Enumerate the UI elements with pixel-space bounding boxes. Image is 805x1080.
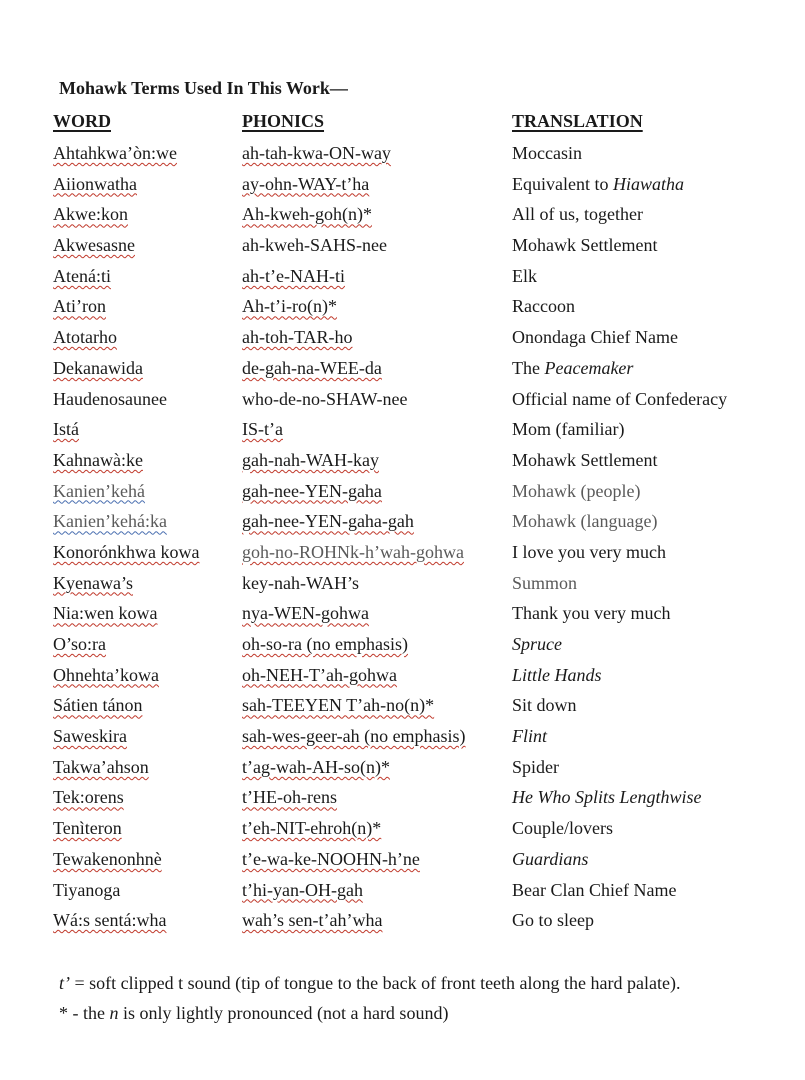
translation-text: Spider [512,756,559,777]
header-phonics: PHONICS [242,111,325,131]
table-row [53,263,793,294]
translation-italic-text: Spruce [512,634,562,654]
term-phonics: de-gah-na-WEE-da [242,357,382,378]
translation-text: Moccasin [512,143,582,163]
translation-text: Sit down [512,695,577,716]
term-phonics: oh-so-ra (no emphasis) [242,634,408,654]
translation-text: Elk [512,265,537,286]
term-phonics: goh-no-ROHNk-h’wah-gohwa [242,541,464,562]
term-phonics: sah-wes-geer-ah (no emphasis) [242,726,466,747]
terms-table [53,108,793,938]
term-word: Tiyanoga [53,879,121,900]
table-row [53,846,793,877]
translation-text: The [512,357,545,378]
term-translation [512,784,702,810]
table-row [53,324,793,355]
term-translation [512,355,633,381]
translation-text: Mohawk (people) [512,480,641,501]
table-row [53,416,793,447]
term-phonics: nya-WEN-gohwa [242,603,369,624]
term-translation [512,386,727,412]
term-translation [512,416,624,442]
note-term-t: t’ [59,973,70,993]
term-translation [512,447,657,473]
term-phonics: t’ag-wah-AH-so(n)* [242,756,390,777]
term-word: Konorónkhwa kowa [53,541,200,562]
table-row [53,877,793,908]
note-soft-t [59,968,680,998]
term-phonics: Ah-kweh-goh(n)* [242,204,372,225]
term-word: Aiionwatha [53,173,137,194]
table-row [53,723,793,754]
term-translation [512,662,602,688]
table-row [53,784,793,815]
header-translation: TRANSLATION [512,111,643,131]
term-translation [512,171,684,197]
term-word: Ati’ron [53,296,106,317]
term-phonics: wah’s sen-t’ah’wha [242,910,383,931]
term-word: Atená:ti [53,265,111,286]
note-text-t: = soft clipped t sound (tip of tongue to the back of front teeth along the hard palate). [70,973,681,993]
translation-italic-text: Little Hands [512,664,602,685]
term-phonics: t’HE-oh-rens [242,787,337,808]
term-word: Istá [53,419,79,440]
term-word: Kyenawa’s [53,572,133,593]
term-word: O’so:ra [53,634,106,654]
translation-text: Couple/lovers [512,818,613,839]
table-row [53,293,793,324]
term-translation [512,324,678,350]
term-word: Dekanawida [53,357,143,378]
term-translation [512,846,588,872]
term-translation [512,232,657,258]
term-phonics: gah-nah-WAH-kay [242,449,379,470]
term-word: Tewakenonhnè [53,848,162,869]
table-row [53,201,793,232]
translation-italic-text: He Who Splits Lengthwise [512,787,702,808]
term-translation [512,201,643,227]
term-word: Ahtahkwa’òn:we [53,143,177,163]
term-phonics: key-nah-WAH’s [242,572,359,593]
note-term-n: n [109,1003,119,1023]
translation-text: All of us, together [512,204,643,225]
term-phonics: Ah-t’i-ro(n)* [242,296,337,317]
translation-text: Bear Clan Chief Name [512,879,677,900]
header-word: WORD [53,111,111,131]
translation-italic-text: Flint [512,726,547,747]
term-translation [512,293,575,319]
term-translation [512,907,594,933]
translation-text: Mohawk Settlement [512,449,658,470]
term-phonics: t’hi-yan-OH-gah [242,879,363,900]
table-row [53,907,793,938]
term-phonics: ah-toh-TAR-ho [242,327,353,348]
translation-text: Onondaga Chief Name [512,327,678,348]
term-word: Akwesasne [53,235,135,256]
term-translation [512,723,547,749]
table-row [53,570,793,601]
translation-text: Mohawk (language) [512,511,658,532]
table-row [53,355,793,386]
table-row [53,447,793,478]
term-word: Nia:wen kowa [53,603,158,624]
term-phonics: gah-nee-YEN-gaha-gah [242,511,414,532]
translation-text: Official name of Confederacy [512,388,728,409]
table-row [53,692,793,723]
term-word: Kanien’kehá [53,480,145,501]
term-translation [512,754,559,780]
term-word: Ohnehta’kowa [53,664,159,685]
table-row [53,386,793,417]
term-phonics: sah-TEEYEN T’ah-no(n)* [242,695,435,716]
term-phonics: who-de-no-SHAW-nee [242,388,408,409]
term-translation [512,508,657,534]
table-row [53,754,793,785]
term-translation [512,600,670,626]
term-phonics: IS-t’a [242,419,283,440]
table-row [53,631,793,662]
translation-italic-text: Guardians [512,848,589,869]
term-translation [512,877,676,903]
translation-italic-text: Peacemaker [544,357,634,378]
term-phonics: oh-NEH-T’ah-gohwa [242,664,397,685]
translation-text: Go to sleep [512,910,594,931]
translation-text: Mohawk Settlement [512,235,658,256]
term-word: Saweskira [53,726,127,747]
term-word: Akwe:kon [53,204,128,225]
term-translation [512,539,666,565]
term-translation [512,692,577,718]
table-row [53,539,793,570]
pronunciation-notes [59,968,680,1028]
term-phonics: t’eh-NIT-ehroh(n)* [242,818,382,839]
term-word: Kahnawà:ke [53,449,143,470]
table-header-row [53,108,793,140]
translation-text: Thank you very much [512,603,671,624]
term-translation [512,140,582,166]
term-phonics: t’e-wa-ke-NOOHN-h’ne [242,848,420,869]
term-word: Kanien’kehá:ka [53,511,167,532]
term-phonics: ah-t’e-NAH-ti [242,265,345,286]
note-light-n [59,998,680,1028]
table-row [53,171,793,202]
table-row [53,815,793,846]
table-row [53,600,793,631]
translation-text: Summon [512,572,578,593]
term-translation [512,815,613,841]
term-phonics: gah-nee-YEN-gaha [242,480,382,501]
translation-text: Equivalent to [512,173,613,194]
term-word: Sátien tánon [53,695,143,716]
translation-text: Raccoon [512,296,575,317]
note-post-n: is only lightly pronounced (not a hard sound) [118,1003,449,1023]
term-word: Tenìteron [53,818,122,839]
table-row [53,478,793,509]
translation-italic-text: Hiawatha [612,173,684,194]
term-phonics: ah-kweh-SAHS-nee [242,235,387,256]
table-row [53,232,793,263]
table-row [53,662,793,693]
table-row [53,508,793,539]
term-word: Haudenosaunee [53,388,167,409]
term-translation [512,570,577,596]
term-word: Takwa’ahson [53,756,149,777]
term-phonics: ay-ohn-WAY-t’ha [242,173,370,194]
term-word: Tek:orens [53,787,124,808]
translation-text: Mom (familiar) [512,419,625,440]
term-translation [512,263,537,289]
term-translation [512,478,640,504]
term-translation [512,631,562,657]
term-word: Wá:s sentá:wha [53,910,167,931]
table-body [53,140,793,938]
page-title: Mohawk Terms Used In This Work— [59,78,348,98]
term-word: Atotarho [53,327,117,348]
translation-text: I love you very much [512,541,666,562]
table-row [53,140,793,171]
term-phonics: ah-tah-kwa-ON-way [242,143,391,163]
note-pre-n: * - the [59,1003,110,1023]
